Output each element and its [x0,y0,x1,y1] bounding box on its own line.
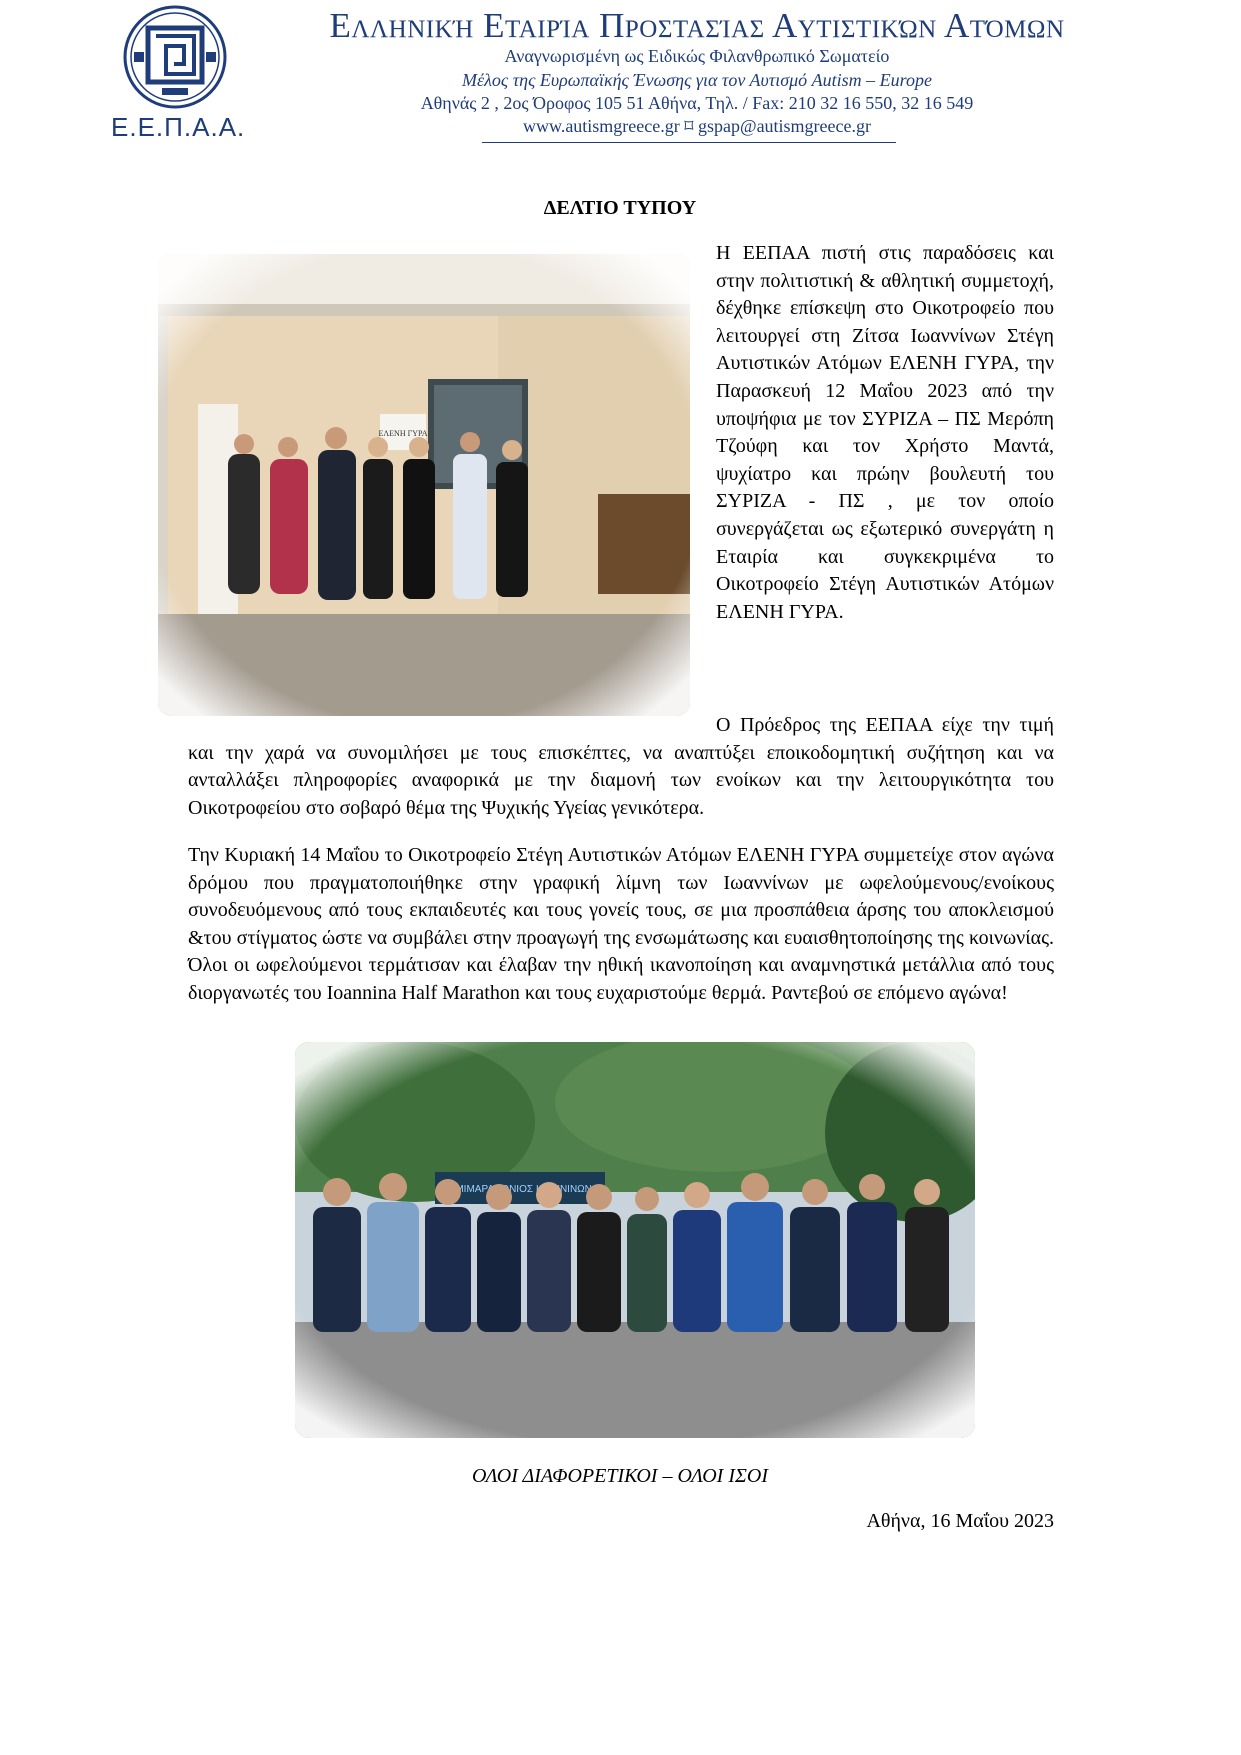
date-line: Αθήνα, 16 Μαΐου 2023 [866,1510,1054,1532]
marathon-group-photo [295,1042,975,1438]
association-title: Ελληνική Εταιρία Προστασίας Αυτιστικών Ατόμων [329,6,1065,45]
paragraph-president: Ο Πρόεδρος της ΕΕΠΑΑ είχε την τιμή και την χαρά να συνομιλήσει με τους επισκέπτες, να αναπτύξει εποικοδομητική συζήτηση και να ανταλλάξει πληροφορίες αναφορικά με την διαμονή των ενοίκων και την λειτουργικότητα του Οικοτροφείου στο σοβαρό θέμα της Ψυχικής Υγείας γενικότερα. [188,714,1054,819]
visit-group-photo [158,254,690,716]
motto: ΟΛΟΙ ΔΙΑΦΟΡΕΤΙΚΟΙ – ΟΛΟΙ ΙΣΟΙ [472,1465,768,1487]
document-title: ΔΕΛΤΙΟ ΤΥΠΟΥ [543,197,697,219]
header-address-line: Αθηνάς 2 , 2ος Όροφος 105 51 Αθήνα, Τηλ. / Fax: 210 32 16 550, 32 16 549 [420,93,974,113]
header-membership-line: Μέλος της Ευρωπαϊκής Ένωσης για τον Αυτισμό Autism – Europe [462,70,932,90]
paragraph-marathon: Την Κυριακή 14 Μαΐου το Οικοτροφείο Στέγη Αυτιστικών Ατόμων ΕΛΕΝΗ ΓΥΡΑ συμμετείχε στον αγώνα δρόμου που πραγματοποιήθηκε στην γραφική λίμνη των Ιωαννίνων με ωφελούμενους/ενοίκους συνοδευόμενους από τους εκπαιδευτές και τους γονείς τους, σε μια προσπάθεια άρσης του αποκλεισμού &του στίγματος ώστε να συμβάλει στην προαγωγή της ενσωμάτωσης και ευαισθητοποίησης της κοινωνίας. Όλοι οι ωφελούμενοι τερμάτισαν και έλαβαν την ηθική ικανοποίηση και αναμνηστικά μετάλλια από τους διοργανωτές του Ioannina Half Marathon και τους ευχαριστούμε θερμά. Ραντεβού σε επόμενο αγώνα! [188,844,1054,1004]
header-underline [482,142,896,143]
logo-abbreviation: Ε.Ε.Π.Α.Α. [111,112,246,142]
header-recognition-line: Αναγνωρισμένη ως Ειδικώς Φιλανθρωπικό Σωματείο [504,46,890,66]
header-contact-line[interactable]: www.autismgreece.gr ⌑ gspap@autismgreece.gr [522,116,872,136]
paragraph-visit: Η ΕΕΠΑΑ πιστή στις παραδόσεις και στην πολιτιστική & αθλητική συμμετοχή, δέχθηκε επίσκεψη στο Οικοτροφείο που λειτουργεί στη Ζίτσα Ιωαννίνων Στέγη Αυτιστικών Ατόμων ΕΛΕΝΗ ΓΥΡΑ, την Παρασκευή 12 Μαΐου 2023 από την υποψήφια με τον ΣΥΡΙΖΑ – ΠΣ Μερόπη Τζούφη και τον Χρήστο Μαντά, ψυχίατρο και πρώην βουλευτή του ΣΥΡΙΖΑ - ΠΣ , με τον οποίο συνεργάζεται ως εξωτερικό συνεργάτη η Εταιρία και συγκεκριμένα το Οικοτροφείο Στέγη Αυτιστικών Ατόμων ΕΛΕΝΗ ΓΥΡΑ. [716,242,1054,623]
association-logo [122,4,228,110]
